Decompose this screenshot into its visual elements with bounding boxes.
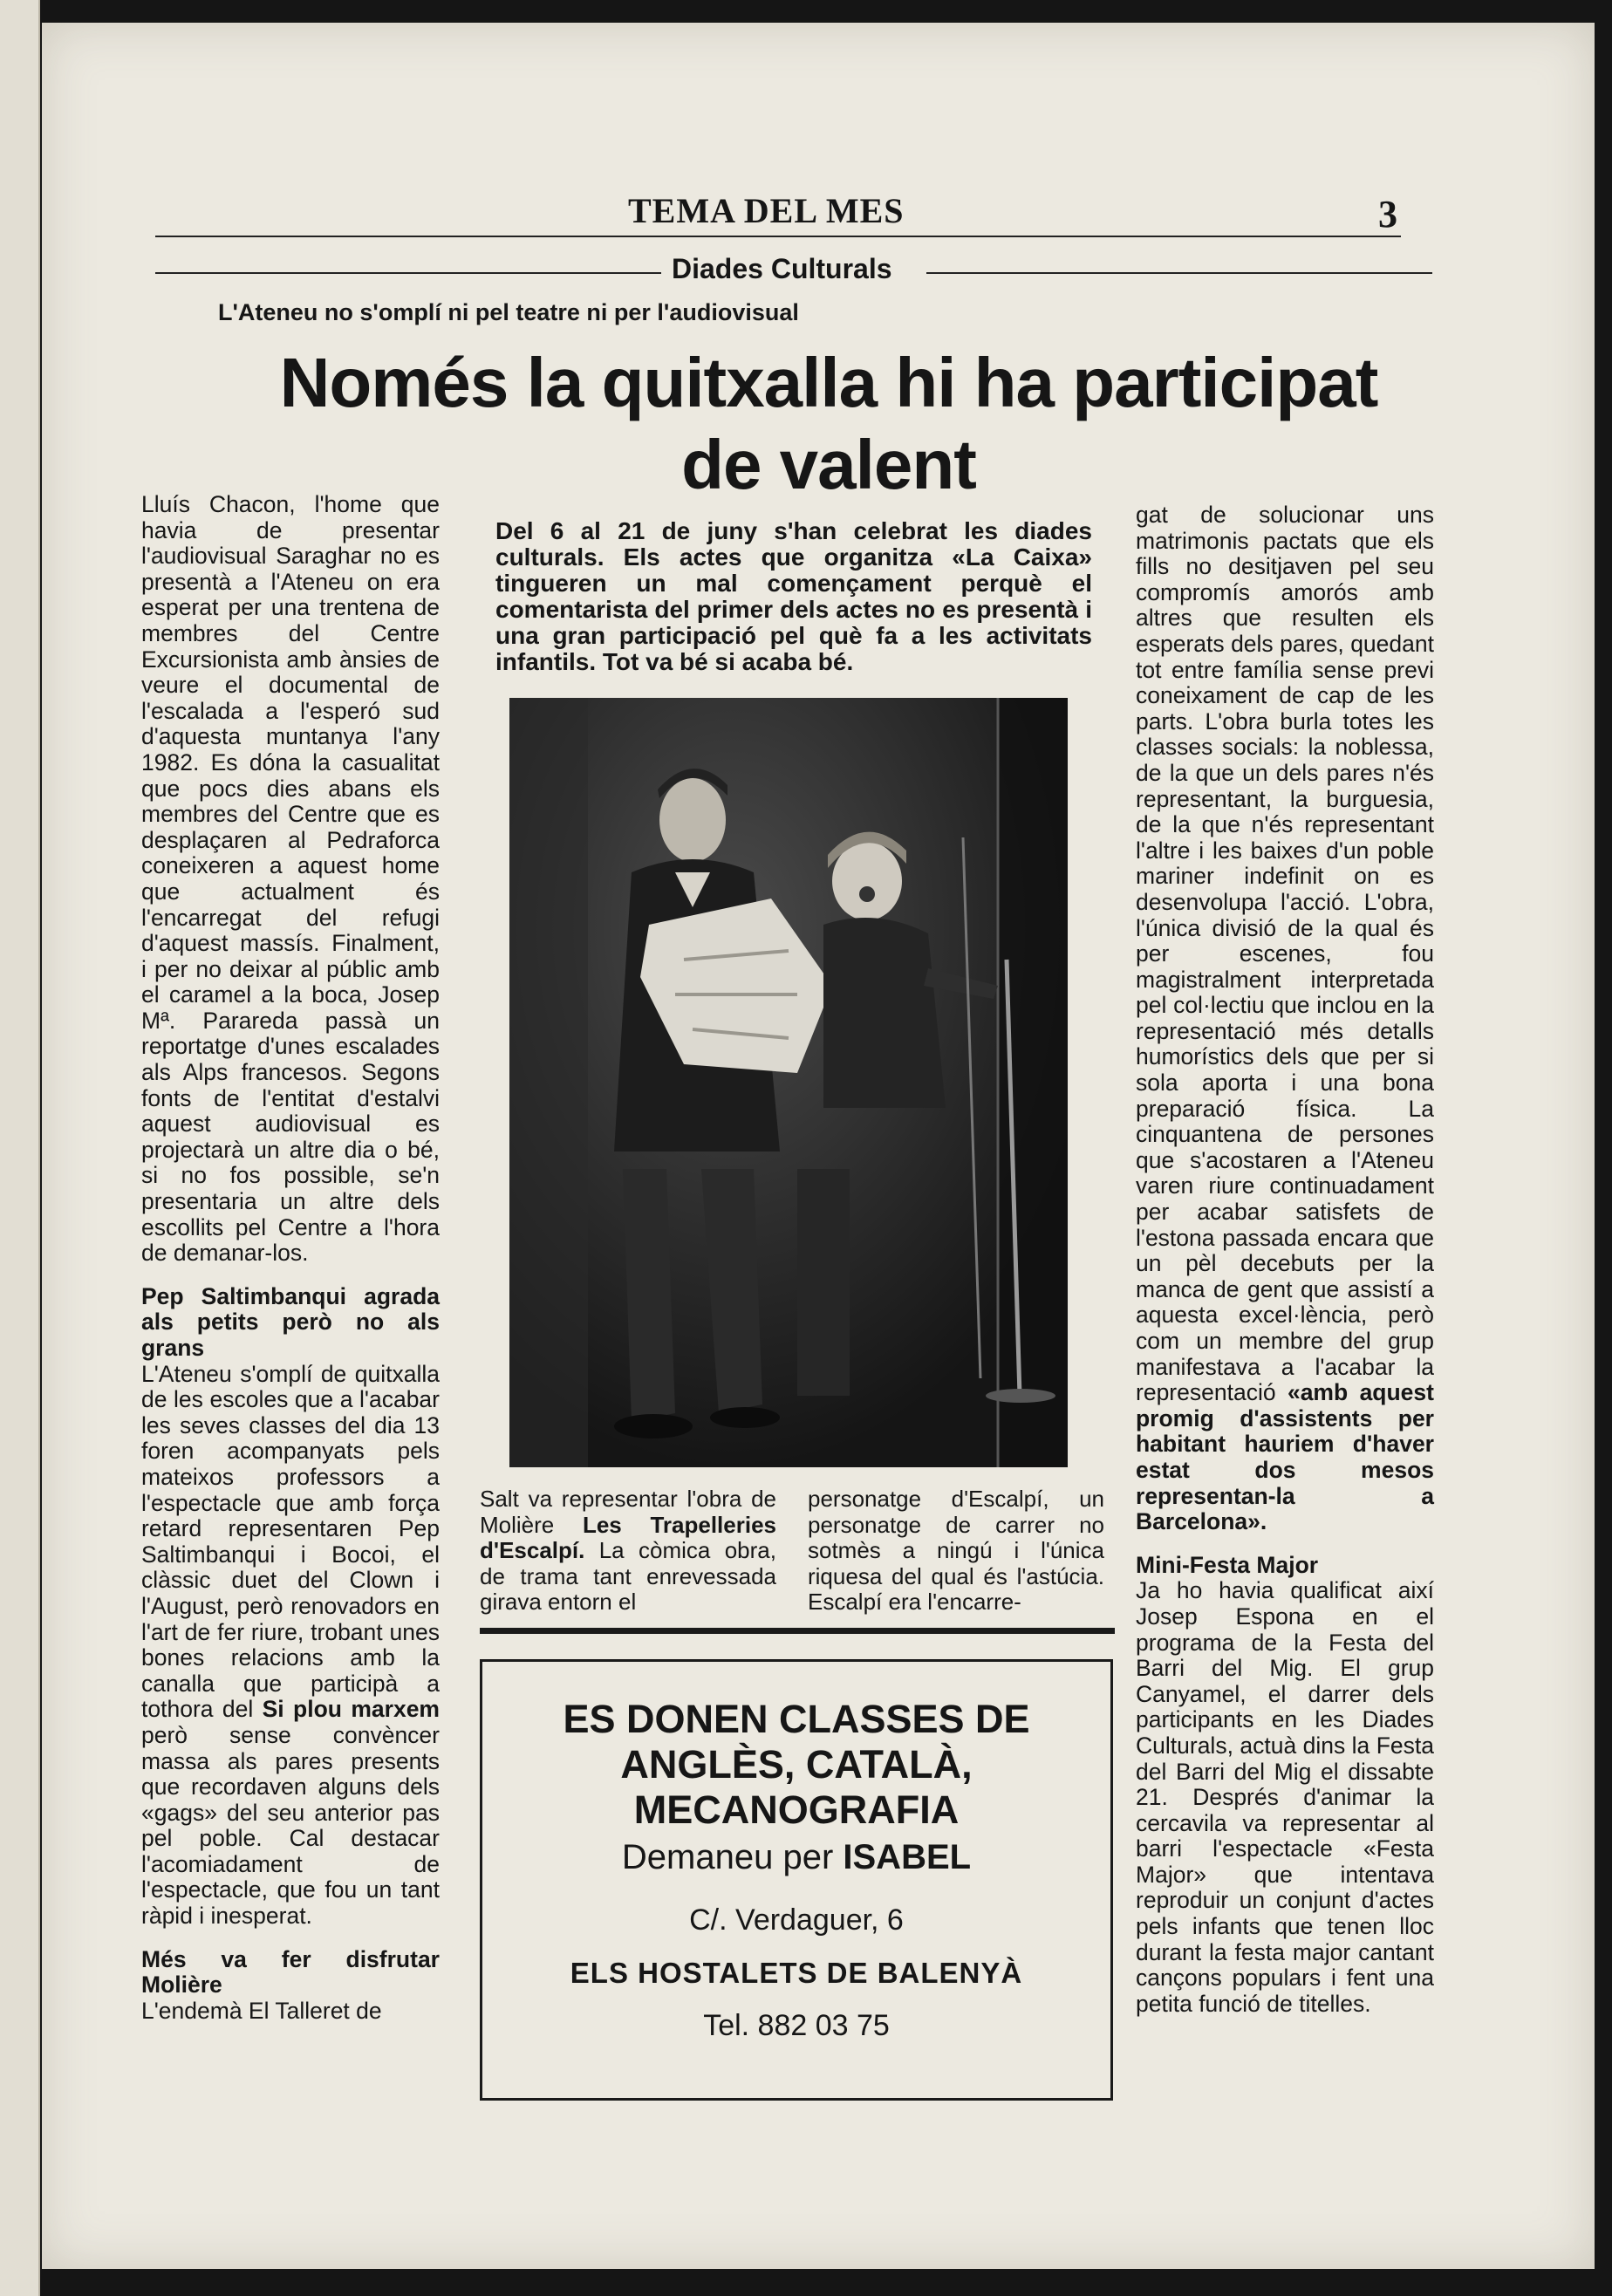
article-headline — [174, 342, 1483, 506]
article-kicker: L'Ateneu no s'omplí ni pel teatre ni per l'audiovisual — [218, 299, 799, 325]
paragraph: L'Ateneu s'omplí de quitxalla de les escoles que a l'acabar les seves classes del dia 13 foren acompanyats pels mateixos professors a l'espectacle que amb força retard representaren Pep Saltimbanqui i Bocoi, el clàssic duet del Clown i l'August, però renovadors en l'art de fer riure, trobant unes bones relacions amb la canalla que participà a tothora del Si plou marxem però sense convèncer massa als pares presents que recordaven alguns dels «gags» del seu anterior pas pel poble. Cal destacar l'acomiadament de l'espectacle, que fou un tant ràpid i inesperat. — [141, 1360, 440, 1930]
paragraph: gat de solucionar uns matrimonis pactats que els fills no desitjaven pel seu compromís amorós amb altres que resulten els esperats dels pares, quedant tot entre família sense previ coneixament de cap de les parts. L'obra burla totes les classes socials: la noblessa, de la que un dels pares n'és representant, la burguesia, de la que n'és representant l'altre i les baixes d'un poble mariner indefinit on es desenvolupa l'acció. L'obra, l'única divisió de la qual és per escenes, fou magistralment interpretada pel col·lectiu que inclou en la representació més detalls humorístics dels que per si sola aporta i una bona preparació física. La cinquantena de persones que s'acostaren a l'Ateneu varen riure continuadament per acabar satisfets de l'estona passada encara que un pèl decebuts per la manca de gent que assistí a aquesta excel·lència, però com un membre del grup manifestava a l'acabar la representació «amb aquest promig d'assistents per habitant hauriem d'haver estat dos mesos representan-la a Barcelona». — [1136, 502, 1434, 1535]
headline-line-1: Només la quitxalla hi ha participat — [279, 344, 1378, 421]
ad-address: C/. Verdaguer, 6 — [689, 1903, 904, 1937]
page-number: 3 — [1378, 193, 1397, 236]
text-column-right — [1136, 502, 1434, 2017]
subheading: Més va fer disfrutar Molière — [141, 1945, 440, 1999]
header-rule — [155, 236, 1401, 237]
ad-town: ELS HOSTALETS DE BALENYÀ — [570, 1957, 1023, 1989]
theatre-photo — [509, 698, 1068, 1467]
ad-phone: Tel. 882 03 75 — [703, 2009, 890, 2042]
play-title: Les Trapelleries d'Escalpí. — [480, 1511, 776, 1564]
subsection-title: Diades Culturals — [672, 253, 892, 284]
text-column-left — [141, 492, 440, 2024]
ad-contact: Demaneu per ISABEL — [621, 1838, 972, 1876]
photo-caption — [480, 1486, 1108, 1616]
ad-heading: ES DONEN CLASSES DE ANGLÈS, CATALÀ, MECANOGRAFIA — [563, 1697, 1030, 1832]
caption-col-1: Salt va representar l'obra de Molière Les Trapelleries d'Escalpí. La còmica obra, de trama tant enrevessada girava entorn el — [480, 1486, 776, 1616]
caption-col-2: personatge d'Escalpí, un personatge de carrer no sotmès a ningú i l'única riquesa del qual és l'astúcia. Escalpí era l'encarre- — [808, 1486, 1104, 1616]
subsection-rule-left — [155, 272, 661, 274]
paragraph: L'endemà El Talleret de — [141, 1997, 382, 2024]
headline-line-2: de valent — [681, 426, 976, 503]
classified-ad — [480, 1659, 1113, 2101]
paragraph: Lluís Chacon, l'home que havia de presentar l'audiovisual Saraghar no es presentà a l'Ateneu on era esperat per una trentena de membres del Centre Excursionista amb ànsies de veure el documental de l'escalada a l'esperó sud d'aquesta muntanya l'any 1982. Es dóna la casualitat que pocs dies abans els membres del Centre que es desplaçaren al Pedraforca coneixeren a aquest home que actualment és l'encarregat del refugi d'aquest massís. Finalment, i per no deixar al públic amb el caramel a la boca, Josep Mª. Parareda passà un reportatge d'unes escalades als Alps francesos. Segons fonts de l'entitat d'estalvi aquest audiovisual es projectarà un altre dia o bé, si no fos possible, se'n presentaria un altre dels escollits pel Centre a l'hora de demanar-los. — [141, 491, 440, 1267]
paragraph: Ja ho havia qualificat així Josep Espona en el programa de la Festa del Barri del Mig. El grup Canyamel, el darrer dels participants en les Diades Culturals, actuà dins la Festa del Barri del Mig el dissabte 21. Després d'animar la cercavila va representar al barri l'espectacle «Festa Major» que intentava reproduir un conjunt d'actes pels infants que tenen lloc durant la festa major cantant cançons populars i fent una petita funció de titelles. — [1136, 1577, 1434, 2017]
subheading: Pep Saltimbanqui agrada als petits però no als grans — [141, 1282, 440, 1361]
caption-rule — [480, 1628, 1115, 1634]
section-title: TEMA DEL MES — [628, 191, 905, 230]
subsection-rule-right — [926, 272, 1432, 274]
article-lead: Del 6 al 21 de juny s'han celebrat les diades culturals. Els actes que organitza «La Caixa» tingueren un mal començament perquè el comentarista del primer dels actes no es presentà i una gran participació pel què fa a les activitats infantils. Tot va bé si acaba bé. — [495, 517, 1092, 675]
quote: «amb aquest promig d'assistents per habitant hauriem d'haver estat dos mesos representan-la a Barcelona». — [1136, 1379, 1434, 1535]
show-title: Si plou marxem — [262, 1696, 440, 1723]
subheading: Mini-Festa Major — [1136, 1551, 1319, 1578]
adjacent-page-edge — [0, 0, 40, 2296]
